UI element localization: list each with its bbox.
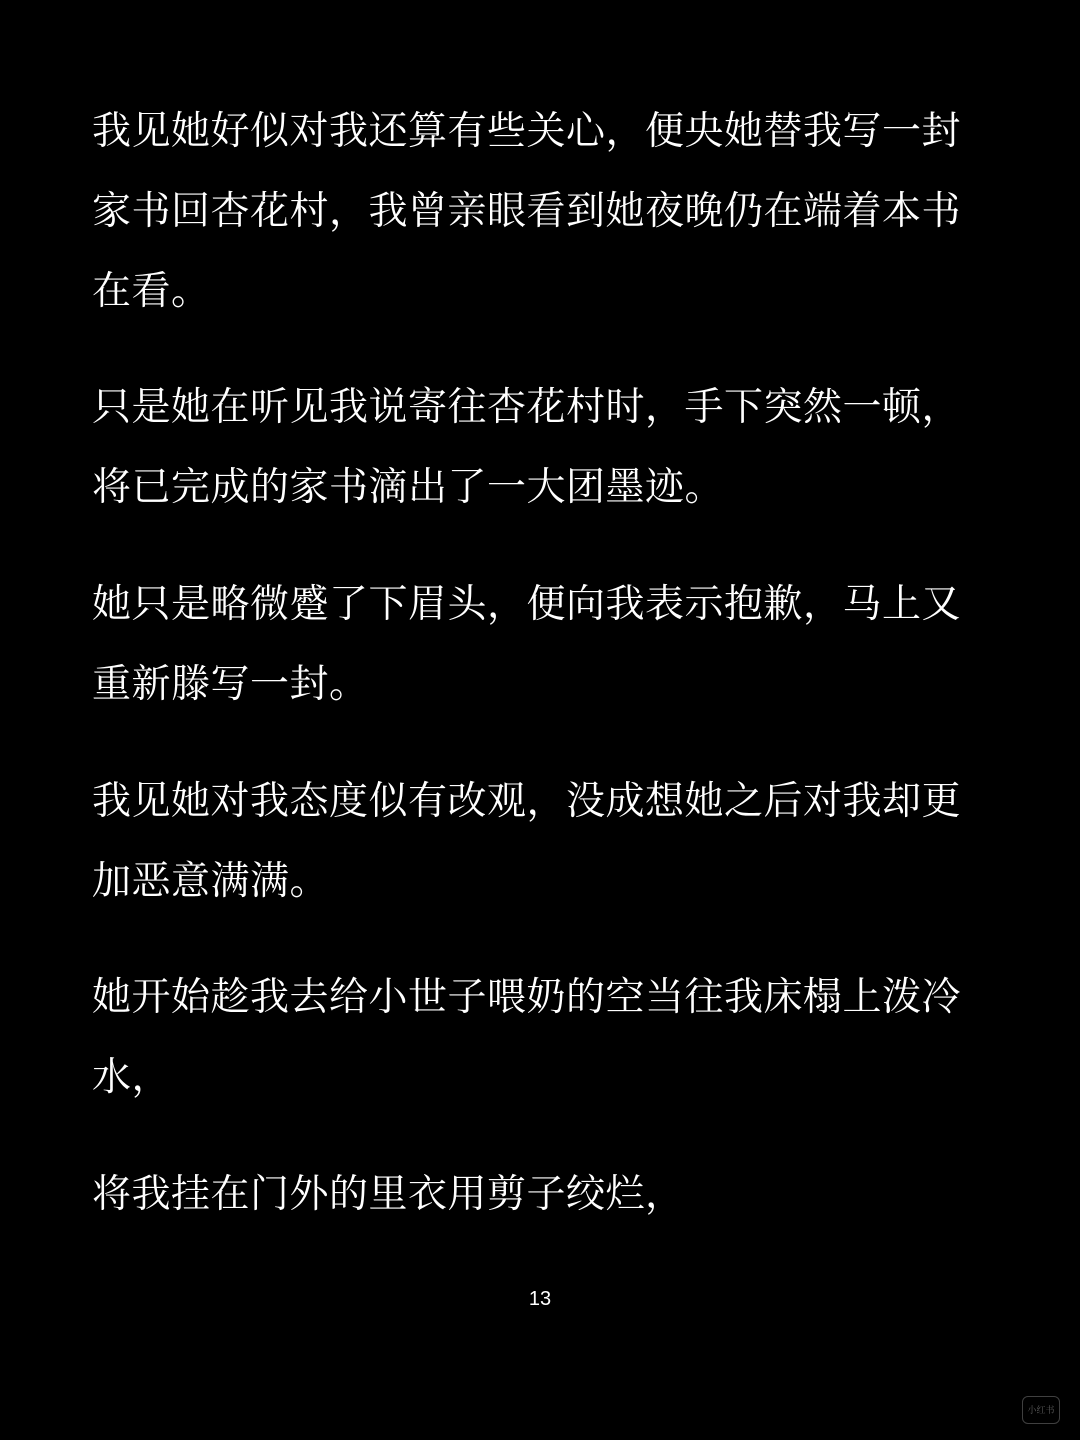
paragraph-line: 重新滕写一封。 bbox=[92, 662, 369, 707]
paragraph-line: 我见她对我态度似有改观，没成想她之后对我却更 bbox=[92, 779, 962, 824]
paragraph-line: 家书回杏花村，我曾亲眼看到她夜晚仍在端着本书 bbox=[92, 189, 962, 234]
paragraph-2 bbox=[92, 368, 992, 528]
paragraph-6 bbox=[92, 1155, 992, 1235]
paragraph-line: 她只是略微蹙了下眉头，便向我表示抱歉，马上又 bbox=[92, 582, 962, 627]
paragraph-3 bbox=[92, 565, 992, 725]
page-number: 13 bbox=[528, 1288, 552, 1310]
paragraph-line: 在看。 bbox=[92, 269, 211, 314]
paragraph-4 bbox=[92, 762, 992, 922]
paragraph-line: 我见她好似对我还算有些关心，便央她替我写一封 bbox=[92, 109, 962, 154]
paragraph-line: 将我挂在门外的里衣用剪子绞烂， bbox=[92, 1172, 685, 1217]
paragraph-line: 加恶意满满。 bbox=[92, 859, 330, 904]
paragraph-line: 水， bbox=[92, 1055, 172, 1100]
watermark-logo: 小红书 bbox=[1022, 1396, 1060, 1424]
paragraph-line: 她开始趁我去给小世子喂奶的空当往我床榻上泼冷 bbox=[92, 975, 962, 1020]
paragraph-1 bbox=[92, 92, 992, 332]
paragraph-line: 只是她在听见我说寄往杏花村时，手下突然一顿， bbox=[92, 385, 962, 430]
paragraph-line: 将已完成的家书滴出了一大团墨迹。 bbox=[92, 465, 725, 510]
paragraph-5 bbox=[92, 958, 992, 1118]
